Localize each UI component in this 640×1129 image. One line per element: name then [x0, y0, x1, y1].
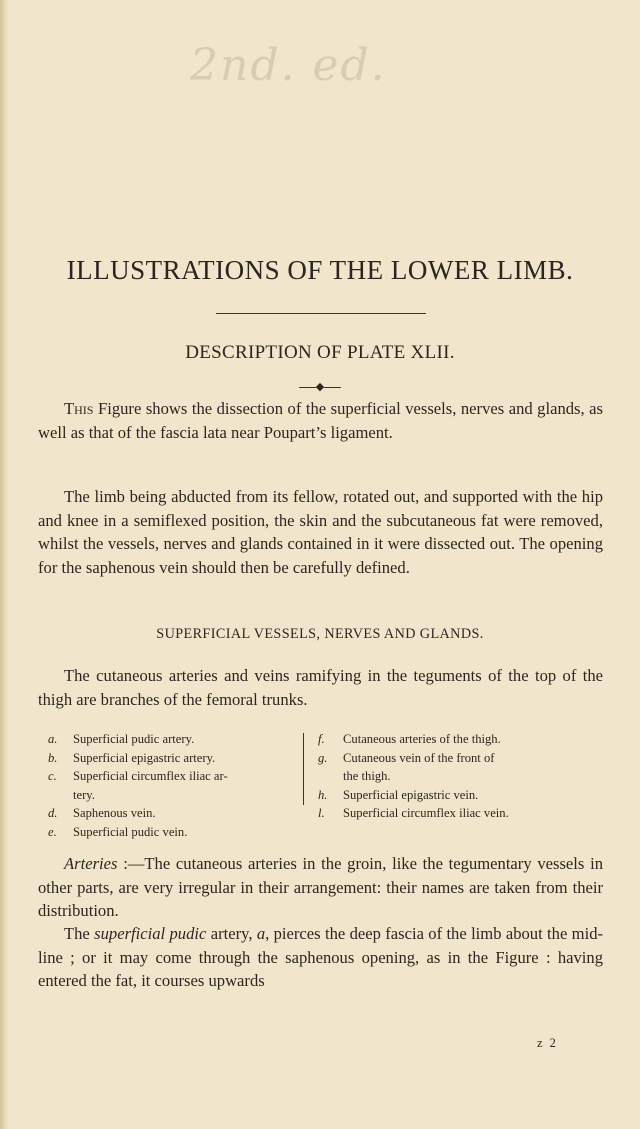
legend-key: g.	[318, 750, 328, 765]
pudic-term: superficial pudic	[94, 924, 207, 943]
legend-label: Superficial circumflex iliac ar-	[73, 769, 228, 783]
legend-label: tery.	[73, 787, 95, 802]
legend-label: Superficial pudic artery.	[73, 732, 195, 746]
intro-lead-word: This	[64, 399, 94, 418]
legend-item	[48, 804, 298, 823]
legend-label: Cutaneous arteries of the thigh.	[343, 732, 501, 746]
dissection-paragraph	[38, 485, 603, 579]
legend-label: Superficial epigastric artery.	[73, 750, 216, 765]
legend-item	[318, 730, 600, 749]
legend-item	[48, 749, 298, 768]
section-heading: SUPERFICIAL VESSELS, NERVES AND GLANDS.	[156, 626, 484, 642]
legend-key: c.	[48, 769, 57, 783]
dissection-text: The limb being abducted from its fellow, rotated out, and supported with the hip and knee in a semiflexed position, the skin and the subcutaneous fat were removed, whilst the vessels, nerves and glands contained in it were dissected out. The opening for the saphenous vein should then be carefully defined.	[38, 487, 603, 577]
legend-label: the thigh.	[343, 769, 391, 783]
section-paragraph	[38, 664, 603, 711]
legend-label: Superficial epigastric vein.	[343, 787, 479, 802]
legend-item	[318, 749, 600, 768]
legend-key: b.	[48, 750, 58, 765]
legend-item	[48, 730, 298, 749]
legend-item	[318, 786, 600, 805]
legend-item	[318, 804, 600, 823]
legend-label: Superficial pudic vein.	[73, 824, 188, 839]
legend-key: l.	[318, 806, 325, 820]
intro-text: Figure shows the dissection of the superficial vessels, nerves and glands, as well as that of the fascia lata near Poupart’s ligament.	[38, 399, 603, 442]
legend-divider	[303, 733, 304, 805]
plate-subtitle: DESCRIPTION OF PLATE XLII.	[185, 342, 455, 363]
legend-label: Saphenous vein.	[73, 806, 156, 820]
pudic-post: , pierces the deep fascia of the limb about the mid-line ; or it may come through the saphenous opening, as in the Figure : having entered the fat, it courses upwards	[38, 924, 604, 990]
page-binding-edge	[0, 0, 9, 1129]
page-title: ILLUSTRATIONS OF THE LOWER LIMB.	[66, 255, 574, 285]
legend-label: Superficial circumflex iliac vein.	[343, 806, 509, 820]
arteries-text: :—The cutaneous arteries in the groin, like the tegumentary vessels in other parts, are very irregular in their arrangement: their names are taken from their distribution.	[38, 854, 603, 920]
signature-mark: z 2	[537, 1036, 558, 1050]
legend-item	[48, 823, 298, 842]
legend-key: d.	[48, 806, 58, 820]
pudic-letter: a	[256, 924, 266, 943]
legend-item	[48, 767, 298, 786]
pudic-pre: The	[64, 924, 95, 943]
legend-right	[318, 730, 600, 823]
pudic-paragraph	[38, 922, 603, 993]
handwritten-note: 2nd. ed.	[190, 40, 387, 91]
legend-key: f.	[318, 732, 325, 746]
title-rule	[216, 313, 426, 314]
section-text: The cutaneous arteries and veins ramifying in the teguments of the top of the thigh are branches of the femoral trunks.	[38, 666, 603, 709]
legend-key: h.	[318, 787, 328, 802]
legend-key: a.	[48, 732, 58, 746]
arteries-paragraph	[38, 852, 603, 923]
legend-item	[318, 767, 600, 786]
legend-label: Cutaneous vein of the front of	[343, 750, 495, 765]
legend-item	[48, 786, 298, 805]
ornament-divider: ◆	[295, 380, 345, 393]
intro-paragraph	[38, 397, 603, 444]
legend-key: e.	[48, 824, 57, 839]
legend-left	[48, 730, 298, 841]
pudic-mid: artery,	[206, 924, 257, 943]
arteries-lead-word: Arteries	[64, 854, 118, 873]
